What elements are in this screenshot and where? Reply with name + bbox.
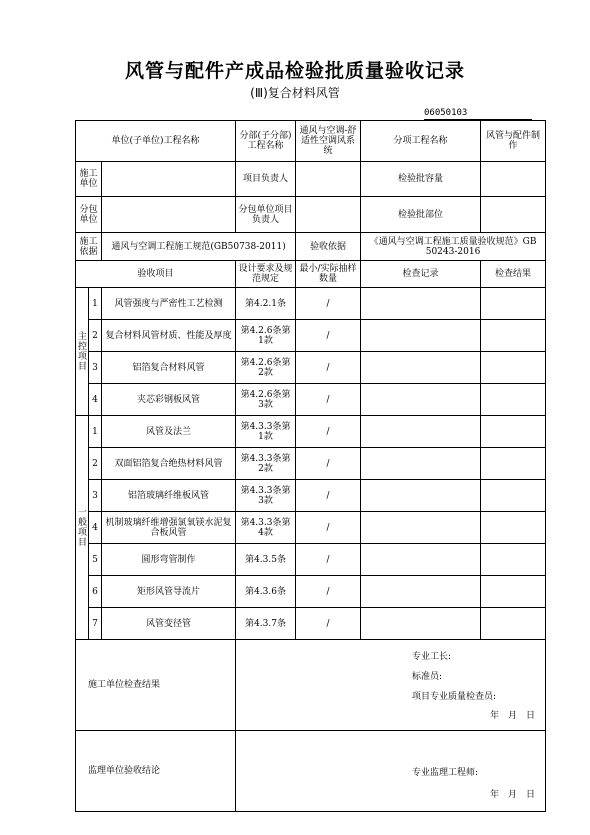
table-row [76,512,546,544]
item-number: 7 [89,608,102,640]
item-result[interactable] [481,288,546,320]
acceptance-basis-label: 验收依据 [296,233,361,261]
column-header-row [76,261,546,288]
supervision-date: 年 月 日 [490,790,536,800]
item-sample: / [296,416,361,448]
info-row-construction [76,162,546,197]
item-number: 2 [89,320,102,352]
item-name: 圆形弯管制作 [102,544,236,576]
column-design: 设计要求及规范规定 [236,261,296,288]
item-name: 铝箔玻璃纤维板风管 [102,480,236,512]
document-subtitle: (Ⅲ)复合材料风管 [250,86,340,100]
table-row [76,448,546,480]
batch-location-value[interactable] [481,197,546,233]
item-sample: / [296,480,361,512]
item-record[interactable] [361,544,481,576]
item-name: 铝箔复合材料风管 [102,352,236,384]
item-result[interactable] [481,448,546,480]
item-name: 双面铝箔复合绝热材料风管 [102,448,236,480]
item-name: 风管及法兰 [102,416,236,448]
column-sample: 最小/实际抽样数量 [296,261,361,288]
item-number: 1 [89,416,102,448]
item-record[interactable] [361,320,481,352]
item-result[interactable] [481,480,546,512]
item-result[interactable] [481,512,546,544]
item-sample: / [296,288,361,320]
item-record[interactable] [361,288,481,320]
item-sample: / [296,512,361,544]
table-row [76,384,546,416]
batch-capacity-label: 检验批容量 [361,162,481,197]
project-manager-label: 项目负责人 [236,162,296,197]
item-name: 夹芯彩钢板风管 [102,384,236,416]
item-sample: / [296,448,361,480]
general-items-label: 一般项目 [76,416,89,640]
item-result[interactable] [481,384,546,416]
batch-capacity-value[interactable] [481,162,546,197]
info-row-unit [76,121,546,162]
table-row [76,352,546,384]
foreman-label: 专业工长: [412,652,452,662]
item-clause: 第4.3.5条 [236,544,296,576]
item-result[interactable] [481,544,546,576]
item-sample: / [296,544,361,576]
table-row [76,288,546,320]
inspection-label: 施工单位检查结果 [76,640,236,731]
supervision-content[interactable] [236,731,546,812]
division-label: 分部(子分部)工程名称 [236,121,296,162]
construction-unit-label: 施工单位 [76,162,102,197]
item-record[interactable] [361,576,481,608]
item-sample: / [296,608,361,640]
subitem-value: 风管与配件制作 [481,121,546,162]
item-record[interactable] [361,416,481,448]
construction-unit-value[interactable] [102,162,236,197]
subcontract-manager-value[interactable] [296,197,361,233]
item-sample: / [296,320,361,352]
item-result[interactable] [481,416,546,448]
basis-value: 通风与空调工程施工规范(GB50738-2011) [102,233,296,261]
inspection-content[interactable] [236,640,546,731]
item-sample: / [296,384,361,416]
item-record[interactable] [361,384,481,416]
supervision-row [76,731,546,812]
info-row-basis [76,233,546,261]
item-result[interactable] [481,320,546,352]
project-manager-value[interactable] [296,162,361,197]
item-result[interactable] [481,352,546,384]
inspector-label: 项目专业质量检查员: [412,692,497,702]
item-record[interactable] [361,608,481,640]
item-number: 4 [89,512,102,544]
item-clause: 第4.2.6条第1款 [236,320,296,352]
inspection-result-row [76,640,546,731]
item-number: 5 [89,544,102,576]
item-sample: / [296,352,361,384]
table-row [76,544,546,576]
subitem-label: 分项工程名称 [361,121,481,162]
staff-label: 标准员: [412,672,443,682]
subcontract-manager-label: 分包单位项目负责人 [236,197,296,233]
item-record[interactable] [361,480,481,512]
unit-label: 单位(子单位)工程名称 [76,121,236,162]
batch-location-label: 检验批部位 [361,197,481,233]
item-name: 风管变径管 [102,608,236,640]
item-clause: 第4.2.6条第3款 [236,384,296,416]
table-row [76,480,546,512]
item-result[interactable] [481,576,546,608]
division-value: 通风与空调-舒适性空调风系统 [296,121,361,162]
basis-label: 施工依据 [76,233,102,261]
item-clause: 第4.3.3条第2款 [236,448,296,480]
item-number: 3 [89,480,102,512]
item-number: 4 [89,384,102,416]
item-clause: 第4.2.6条第2款 [236,352,296,384]
column-record: 检查记录 [361,261,481,288]
inspection-form-table [75,120,546,812]
info-row-subcontract [76,197,546,233]
item-number: 2 [89,448,102,480]
main-items-label: 主控项目 [76,288,89,416]
subcontract-unit-value[interactable] [102,197,236,233]
item-name: 风管强度与严密性工艺检测 [102,288,236,320]
item-result[interactable] [481,608,546,640]
item-number: 6 [89,576,102,608]
item-number: 3 [89,352,102,384]
item-number: 1 [89,288,102,320]
item-sample: / [296,576,361,608]
column-item: 验收项目 [76,261,236,288]
item-name: 矩形风管导流片 [102,576,236,608]
table-row [76,320,546,352]
form-code: 06050103 [424,108,532,120]
acceptance-basis-value: 《通风与空调工程施工质量验收规范》GB 50243-2016 [361,233,546,261]
item-record[interactable] [361,352,481,384]
item-record[interactable] [361,512,481,544]
inspection-date: 年 月 日 [490,711,536,721]
item-clause: 第4.2.1条 [236,288,296,320]
item-clause: 第4.3.3条第1款 [236,416,296,448]
item-clause: 第4.3.6条 [236,576,296,608]
supervision-label: 监理单位验收结论 [76,731,236,812]
item-name: 复合材料风管材质、性能及厚度 [102,320,236,352]
item-record[interactable] [361,448,481,480]
table-row [76,416,546,448]
item-clause: 第4.3.7条 [236,608,296,640]
item-clause: 第4.3.3条第3款 [236,480,296,512]
table-row [76,608,546,640]
column-result: 检查结果 [481,261,546,288]
item-name: 机制玻璃纤维增强氯氧镁水泥复合板风管 [102,512,236,544]
subcontract-unit-label: 分包单位 [76,197,102,233]
table-row [76,576,546,608]
engineer-label: 专业监理工程师: [412,768,479,778]
document-title: 风管与配件产成品检验批质量验收记录 [124,60,465,82]
item-clause: 第4.3.3条第4款 [236,512,296,544]
